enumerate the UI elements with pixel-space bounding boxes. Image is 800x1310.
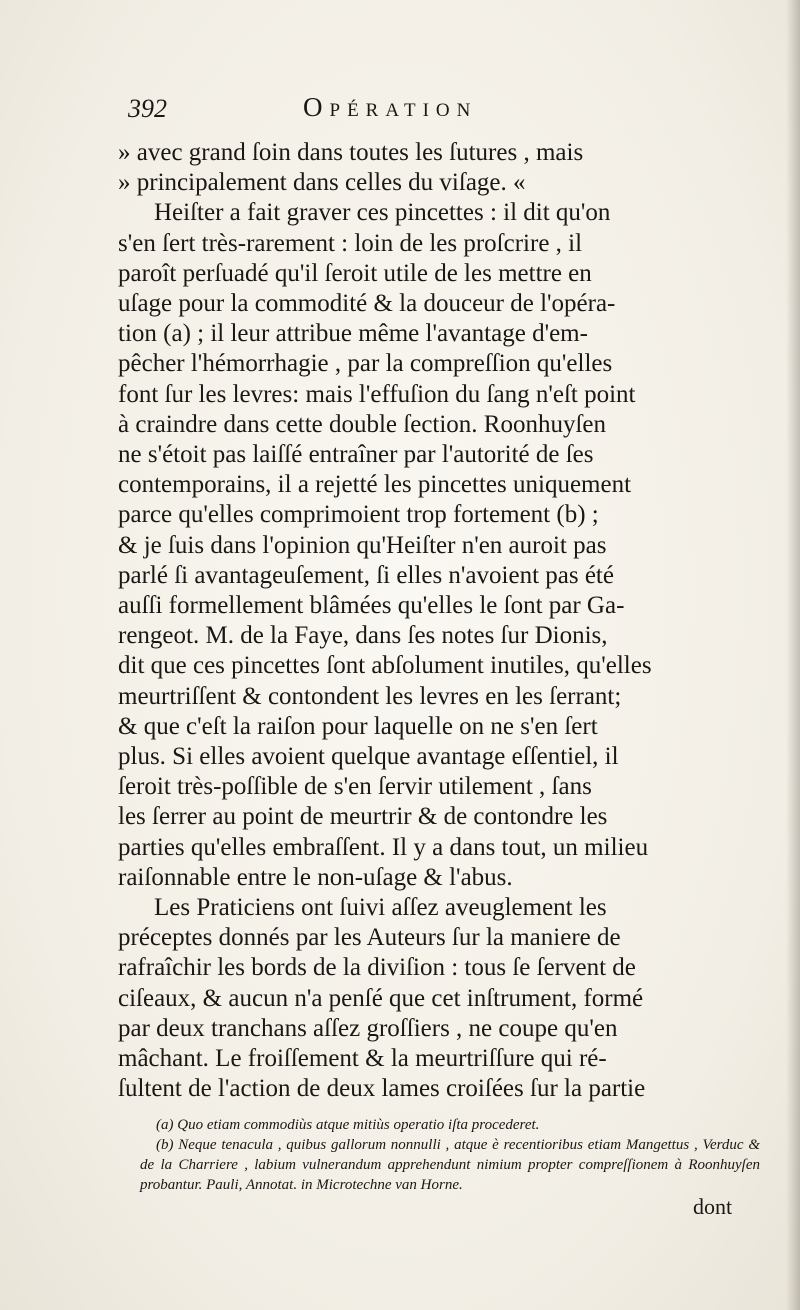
text-line: les ſerrer au point de meurtrir & de contondre les <box>118 803 608 831</box>
text-line: parlé ſi avantageuſement, ſi elles n'avoient pas été <box>118 561 614 589</box>
text-line: parce qu'elles comprimoient trop fortement (b) ; <box>118 501 599 529</box>
text-line: dit que ces pincettes ſont abſolument inutiles, qu'elles <box>118 652 652 680</box>
text-line: s'en ſert très-rarement : loin de les proſcrire , il <box>118 229 583 257</box>
text-line: plus. Si elles avoient quelque avantage eſſentiel, il <box>118 743 619 771</box>
running-title: Opération <box>303 92 478 122</box>
text-line: préceptes donnés par les Auteurs ſur la maniere de <box>118 924 621 952</box>
text-line: paroît perſuadé qu'il ſeroit utile de les mettre en <box>118 259 592 287</box>
footnotes <box>140 1115 760 1195</box>
text-line: à craindre dans cette double ſection. Roonhuyſen <box>118 410 607 438</box>
text-line: meurtriſſent & contondent les levres en les ſerrant; <box>118 682 622 710</box>
page-edge-shadow <box>786 0 800 1310</box>
text-line: & que c'eſt la raiſon pour laquelle on ne s'en ſert <box>118 712 598 740</box>
text-line: uſage pour la commodité & la douceur de l'opéra- <box>118 290 616 318</box>
text-line: auſſi formellement blâmées qu'elles le ſont par Ga- <box>118 592 625 620</box>
text-line: rafraîchir les bords de la diviſion : tous ſe ſervent de <box>118 954 636 982</box>
text-line: par deux tranchans aſſez groſſiers , ne coupe qu'en <box>118 1014 618 1042</box>
page-number: 392 <box>128 94 167 123</box>
text-line: Heiſter a fait graver ces pincettes : il dit qu'on <box>154 199 611 227</box>
main-text <box>118 138 738 1105</box>
text-line: parties qu'elles embraſſent. Il y a dans tout, un milieu <box>118 833 649 861</box>
text-line: raiſonnable entre le non-uſage & l'abus. <box>118 863 513 891</box>
catchword: dont <box>693 1194 733 1219</box>
text-line: pêcher l'hémorrhagie , par la compreſſion qu'elles <box>118 350 613 378</box>
text-line: ne s'étoit pas laiſſé entraîner par l'autorité de ſes <box>118 441 594 469</box>
footnote-b: (b) Neque tenacula , quibus gallorum nonnulli , atque è recentioribus etiam Mangettus , Verduc & de la Charriere , labium vulnerandum apprehendunt nimium propter compreſſionem à Roonhuyſen probantur. Pauli, Annotat. in Microtechne van Horne. <box>140 1137 760 1193</box>
text-line: font ſur les levres: mais l'effuſion du ſang n'eſt point <box>118 380 636 408</box>
text-line: rengeot. M. de la Faye, dans ſes notes ſur Dionis, <box>118 622 608 650</box>
footnote-a: (a) Quo etiam commodiùs atque mitiùs operatio iſta procederet. <box>156 1117 540 1133</box>
text-line: contemporains, il a rejetté les pincettes uniquement <box>118 471 632 499</box>
text-line: ſultent de l'action de deux lames croiſées ſur la partie <box>118 1075 646 1103</box>
text-line: mâchant. Le froiſſement & la meurtriſſure qui ré- <box>118 1045 607 1073</box>
text-line: ciſeaux, & aucun n'a penſé que cet inſtrument, formé <box>118 984 644 1012</box>
page-header <box>128 92 768 132</box>
text-line: Les Praticiens ont ſuivi aſſez aveuglement les <box>154 894 607 922</box>
text-line: » avec grand ſoin dans toutes les ſutures , mais <box>118 139 584 166</box>
text-line: » principalement dans celles du viſage. « <box>118 169 526 197</box>
text-line: ſeroit très-poſſible de s'en ſervir utilement , ſans <box>118 773 592 801</box>
text-line: tion (a) ; il leur attribue même l'avantage d'em- <box>118 320 588 348</box>
text-line: & je ſuis dans l'opinion qu'Heiſter n'en auroit pas <box>118 531 607 559</box>
